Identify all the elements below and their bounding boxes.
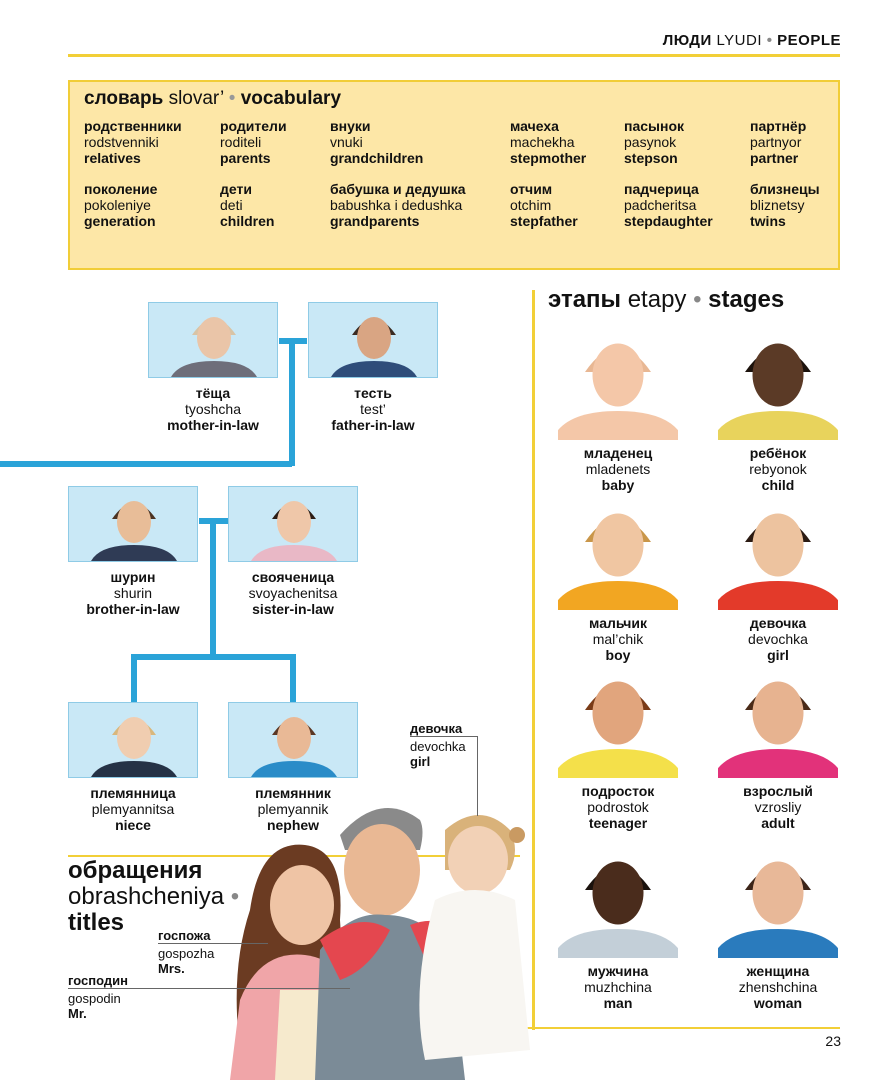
tree-label-tr: shurin xyxy=(113,585,153,601)
stage-label-ru: женщина xyxy=(746,963,810,979)
vocab-en: generation xyxy=(84,213,156,229)
vocabulary-box xyxy=(68,80,840,270)
vocab-tr: pokoleniye xyxy=(84,197,151,213)
tree-label-ru: племянница xyxy=(90,785,176,801)
vocab-tr: partnyor xyxy=(750,134,802,150)
stage-label-en: girl xyxy=(767,647,789,663)
vocab-tr: pasynok xyxy=(624,134,677,150)
stage-photo xyxy=(718,500,838,615)
vocab-item xyxy=(510,181,578,229)
vocab-tr: padcheritsa xyxy=(624,197,697,213)
tree-label xyxy=(308,385,438,433)
vocab-ru: мачеха xyxy=(510,118,559,134)
vocab-ru: близнецы xyxy=(750,181,820,197)
vocab-ru: падчерица xyxy=(624,181,699,197)
stages-title-ru: этапы xyxy=(548,286,622,313)
title-tr: gospozha xyxy=(158,946,215,961)
bullet: • xyxy=(228,88,236,109)
stage-label-tr: vzrosliy xyxy=(754,799,802,815)
titles-title xyxy=(68,858,239,936)
vocab-en: partner xyxy=(750,150,799,166)
tree-photo xyxy=(148,302,278,378)
tree-photo xyxy=(308,302,438,378)
tree-photo xyxy=(68,702,198,778)
title-ru: госпожа xyxy=(158,928,211,943)
title-mr xyxy=(68,973,128,1021)
vocab-tr: otchim xyxy=(510,197,552,213)
stage-label xyxy=(708,615,848,663)
tree-label-tr: svoyachenitsa xyxy=(248,585,338,601)
stage-label xyxy=(548,783,688,831)
vocab-tr: vnuki xyxy=(330,134,363,150)
vocab-en: stepmother xyxy=(510,150,587,166)
stage-label-ru: взрослый xyxy=(743,783,813,799)
tree-label-ru: тёща xyxy=(195,385,231,401)
vocab-tr: rodstvenniki xyxy=(84,134,159,150)
stage-label-ru: мальчик xyxy=(589,615,647,631)
tree-line xyxy=(279,338,307,344)
bullet: • xyxy=(230,883,240,910)
tree-label-en: nephew xyxy=(266,817,320,833)
vocabulary-title-tr: slovar’ xyxy=(168,88,224,109)
label-tr: devochka xyxy=(410,739,466,754)
tree-photo xyxy=(228,702,358,778)
tree-line xyxy=(289,340,295,466)
vocab-en: children xyxy=(220,213,275,229)
tree-label-tr: tyoshcha xyxy=(184,401,242,417)
vocab-en: stepfather xyxy=(510,213,578,229)
photo-girl-label xyxy=(410,721,466,769)
vocabulary-title-ru: словарь xyxy=(84,88,164,109)
stage-label-ru: младенец xyxy=(583,445,653,461)
vocab-item xyxy=(330,118,423,166)
vocab-tr: roditeli xyxy=(220,134,262,150)
tree-label-ru: тесть xyxy=(354,385,392,401)
stage-label-en: child xyxy=(761,477,795,493)
vocab-item xyxy=(750,181,820,229)
vocab-ru: родственники xyxy=(84,118,182,134)
tree-line xyxy=(131,654,137,702)
vocab-en: grandchildren xyxy=(330,150,424,166)
vocab-tr: bliznetsy xyxy=(750,197,805,213)
tree-label-en: brother-in-law xyxy=(86,601,180,617)
vocab-tr: babushka i dedushka xyxy=(330,197,463,213)
vocab-ru: внуки xyxy=(330,118,371,134)
vocab-en: stepdaughter xyxy=(624,213,713,229)
vocab-item xyxy=(84,118,182,166)
vocab-en: relatives xyxy=(84,150,141,166)
tree-label-tr: test’ xyxy=(360,401,386,417)
vocab-ru: дети xyxy=(220,181,252,197)
vocab-item xyxy=(84,181,157,229)
stage-photo xyxy=(558,330,678,445)
vocab-ru: пасынок xyxy=(624,118,684,134)
tree-line xyxy=(290,654,296,702)
stage-label xyxy=(708,963,848,1011)
bullet: • xyxy=(766,32,773,49)
stage-label-en: woman xyxy=(753,995,803,1011)
tree-label-en: sister-in-law xyxy=(252,601,334,617)
stages-title xyxy=(548,286,784,314)
tree-label xyxy=(68,569,198,617)
tree-label-tr: plemyannitsa xyxy=(91,801,175,817)
vocab-ru: поколение xyxy=(84,181,158,197)
vocab-en: parents xyxy=(220,150,271,166)
titles-title-en: titles xyxy=(68,909,125,936)
label-ru: девочка xyxy=(410,721,463,736)
tree-label-en: niece xyxy=(115,817,151,833)
tree-line xyxy=(199,518,229,524)
stage-label-tr: podrostok xyxy=(587,799,649,815)
vocab-en: stepson xyxy=(624,150,678,166)
titles-title-tr: obrashcheniya xyxy=(68,883,225,910)
vocab-item xyxy=(750,118,806,166)
stage-photo xyxy=(718,330,838,445)
page-header xyxy=(663,32,841,49)
header-tr: LYUDI xyxy=(716,32,763,49)
stage-label xyxy=(548,445,688,493)
tree-label xyxy=(228,569,358,617)
label-en: girl xyxy=(410,754,431,769)
stage-photo xyxy=(558,668,678,783)
stage-label-en: adult xyxy=(761,815,795,831)
family-photo xyxy=(220,790,540,1080)
vocabulary-title xyxy=(84,88,341,110)
tree-label-en: father-in-law xyxy=(331,417,415,433)
vocab-tr: deti xyxy=(220,197,243,213)
stage-label-en: teenager xyxy=(588,815,648,831)
stages-title-tr: etapy xyxy=(627,286,687,313)
title-en: Mrs. xyxy=(158,961,185,976)
stage-label xyxy=(708,783,848,831)
vocab-item xyxy=(330,181,466,229)
stage-photo xyxy=(718,668,838,783)
vocab-item xyxy=(624,118,684,166)
title-ru: господин xyxy=(68,973,128,988)
stage-label-en: man xyxy=(603,995,633,1011)
vocab-ru: бабушка и дедушка xyxy=(330,181,466,197)
vocab-en: twins xyxy=(750,213,786,229)
tree-label-ru: свояченица xyxy=(251,569,335,585)
stage-label-tr: mladenets xyxy=(585,461,651,477)
stage-label-en: baby xyxy=(601,477,635,493)
vocab-item xyxy=(220,118,287,166)
stage-photo xyxy=(558,848,678,963)
tree-label-tr: plemyannik xyxy=(257,801,329,817)
stage-label-tr: zhenshchina xyxy=(738,979,818,995)
stages-title-en: stages xyxy=(708,286,785,313)
tree-photo xyxy=(68,486,198,562)
tree-line xyxy=(210,520,216,657)
tree-label-en: mother-in-law xyxy=(167,417,259,433)
stage-label-tr: muzhchina xyxy=(584,979,652,995)
stage-photo xyxy=(558,500,678,615)
vocab-item xyxy=(510,118,586,166)
vocab-ru: родители xyxy=(220,118,287,134)
tree-label-ru: шурин xyxy=(110,569,156,585)
stage-photo xyxy=(718,848,838,963)
stage-label-en: boy xyxy=(605,647,631,663)
vocab-tr: machekha xyxy=(510,134,575,150)
vocab-ru: партнёр xyxy=(750,118,807,134)
stage-label xyxy=(548,963,688,1011)
vocab-item xyxy=(220,181,274,229)
vocab-en: grandparents xyxy=(330,213,420,229)
stage-label-ru: подросток xyxy=(581,783,655,799)
leader-line xyxy=(477,736,478,816)
tree-photo xyxy=(228,486,358,562)
tree-line xyxy=(0,461,292,467)
tree-line xyxy=(131,654,296,660)
tree-label xyxy=(68,785,198,833)
title-tr: gospodin xyxy=(68,991,121,1006)
header-ru: ЛЮДИ xyxy=(662,32,712,49)
stage-label-ru: мужчина xyxy=(587,963,649,979)
stage-label xyxy=(708,445,848,493)
titles-title-ru: обращения xyxy=(68,857,203,884)
bullet: • xyxy=(693,286,702,313)
stage-label xyxy=(548,615,688,663)
vocab-item xyxy=(624,181,713,229)
header-en: PEOPLE xyxy=(777,32,841,49)
stage-label-ru: ребёнок xyxy=(749,445,807,461)
tree-label-ru: племянник xyxy=(255,785,331,801)
page-number: 23 xyxy=(825,1033,841,1049)
tree-label xyxy=(148,385,278,433)
header-rule xyxy=(68,54,840,57)
stage-label-tr: devochka xyxy=(748,631,808,647)
stage-label-tr: mal’chik xyxy=(592,631,644,647)
vocabulary-title-en: vocabulary xyxy=(240,88,342,109)
stage-label-tr: rebyonok xyxy=(749,461,807,477)
stage-label-ru: девочка xyxy=(749,615,807,631)
title-mrs xyxy=(158,928,214,976)
title-en: Mr. xyxy=(68,1006,87,1021)
vocab-ru: отчим xyxy=(510,181,553,197)
